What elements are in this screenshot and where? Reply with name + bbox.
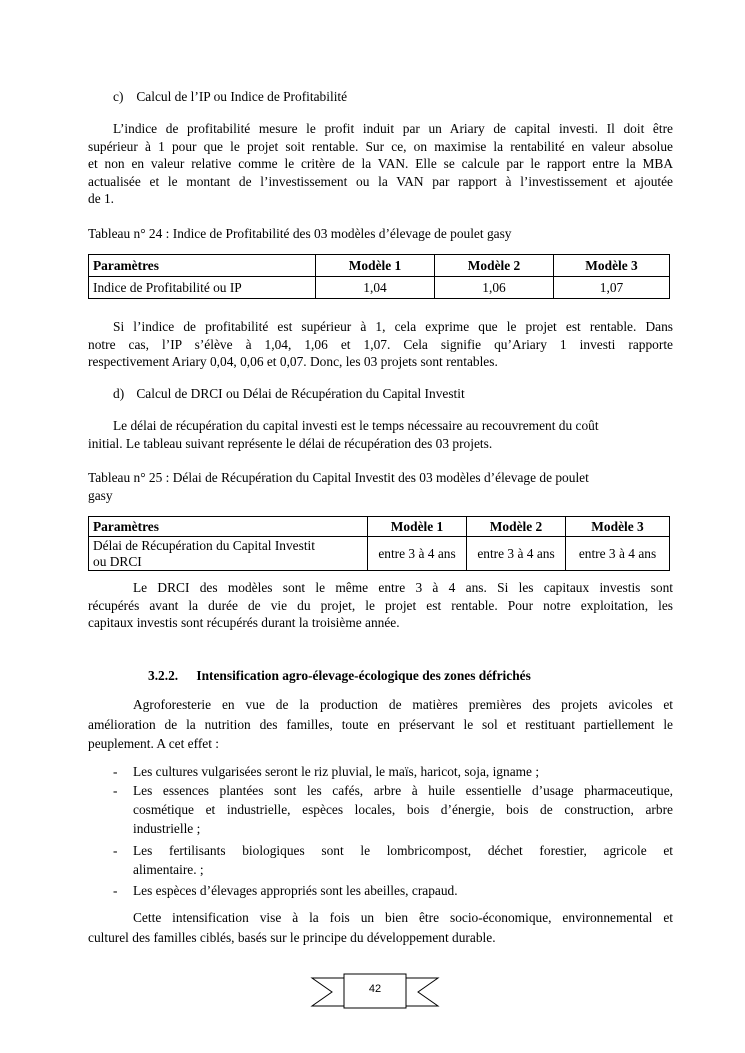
table-header: Modèle 1: [316, 255, 435, 277]
table-cell-label: [89, 537, 368, 571]
text-line: Cette intensification vise à la fois un bien être socio-économique, environnemental et: [133, 910, 673, 925]
table-cell: 1,06: [435, 277, 554, 299]
list-item: [88, 881, 673, 900]
text-line: respectivement Ariary 0,04, 0,06 et 0,07. Donc, les 03 projets sont rentables.: [88, 354, 498, 370]
table-cell: entre 3 à 4 ans: [467, 537, 566, 571]
text-line: industrielle ;: [133, 821, 201, 837]
section-d-title: Calcul de DRCI ou Délai de Récupération du Capital Investit: [136, 386, 465, 401]
text-line: culturel des familles ciblés, basés sur le principe du développement durable.: [88, 930, 496, 945]
table-cell: entre 3 à 4 ans: [566, 537, 670, 571]
page-number: 42: [368, 983, 382, 995]
table-header: Paramètres: [89, 517, 368, 537]
section-d-after-paragraph: [88, 579, 673, 632]
text-line: Les essences plantées sont les cafés, arbre à huile essentielle d’usage pharmaceutique,: [133, 783, 673, 798]
bullet-dash: -: [113, 843, 118, 858]
table-header: Modèle 1: [368, 517, 467, 537]
text-line: amélioration de la nutrition des familles, toute en préservant le sol et restituant partiellement le: [88, 716, 673, 732]
table-header: Modèle 2: [435, 255, 554, 277]
text-line: ou DRCI: [93, 553, 142, 569]
section-d-paragraph: [88, 417, 673, 452]
section-322-closing: [88, 908, 673, 948]
text-line: Le délai de récupération du capital investi est le temps nécessaire au recouvrement du coût: [113, 418, 599, 433]
section-c-title: Calcul de l’IP ou Indice de Profitabilité: [136, 89, 348, 104]
text-line: Le DRCI des modèles sont le même entre 3 à 4 ans. Si les capitaux investis sont: [133, 580, 673, 595]
table-25-caption: [88, 469, 673, 504]
text-line: de 1.: [88, 191, 115, 207]
section-c-paragraph: [88, 120, 673, 208]
section-322-heading: [148, 668, 531, 684]
text-line: Tableau n° 25 : Délai de Récupération du Capital Investit des 03 modèles d’élevage de poulet: [88, 470, 589, 485]
text-line: Les espèces d’élevages appropriés sont les abeilles, crapaud.: [133, 883, 458, 898]
text-line: initial. Le tableau suivant représente le délai de récupération des 03 projets.: [88, 435, 493, 451]
section-title: Intensification agro-élevage-écologique des zones défrichés: [196, 668, 531, 683]
text-line: actualisée et le montant de l’investissement ou la VAN par rapport à l’investissement et ajoutée: [88, 173, 673, 189]
list-item: [88, 781, 673, 839]
text-line: Délai de Récupération du Capital Investit: [93, 537, 315, 553]
table-header: Modèle 3: [566, 517, 670, 537]
section-d-heading: [113, 386, 465, 402]
section-c-heading: [113, 89, 347, 105]
text-line: récupérés avant la durée de vie du projet, le projet est rentable. Pour notre exploitation, les: [88, 597, 673, 613]
list-item: [88, 762, 673, 781]
text-line: Agroforesterie en vue de la production de matières premières des projets avicoles et: [133, 697, 673, 712]
table-24: [88, 254, 670, 299]
table-25: [88, 516, 670, 571]
table-cell: entre 3 à 4 ans: [368, 537, 467, 571]
section-c-after-paragraph: [88, 318, 673, 371]
section-d-letter: d): [113, 386, 125, 401]
table-cell: 1,04: [316, 277, 435, 299]
table-header: Paramètres: [89, 255, 316, 277]
table-24-caption: Tableau n° 24 : Indice de Profitabilité des 03 modèles d’élevage de poulet gasy: [88, 226, 512, 241]
text-line: alimentaire. ;: [133, 862, 204, 878]
text-line: peuplement. A cet effet :: [88, 736, 220, 751]
text-line: gasy: [88, 487, 113, 503]
text-line: Les fertilisants biologiques sont le lombricompost, déchet forestier, agricole et: [133, 843, 673, 858]
bullet-dash: -: [113, 764, 118, 779]
text-line: supérieur à 1 pour que le projet soit rentable. Sur ce, on maximise la rentabilité en valeur absolue: [88, 138, 673, 154]
table-cell: 1,07: [554, 277, 670, 299]
table-cell: Indice de Profitabilité ou IP: [89, 277, 316, 299]
section-number: 3.2.2.: [148, 668, 179, 683]
text-line: notre cas, l’IP s’élève à 1,04, 1,06 et 1,07. Cela signifie qu’Ariary 1 investi rapporte: [88, 336, 673, 352]
section-322-paragraph: [88, 695, 673, 754]
table-header: Modèle 2: [467, 517, 566, 537]
text-line: L’indice de profitabilité mesure le profit induit par un Ariary de capital investi. Il doit être: [113, 121, 673, 136]
list-item: [88, 841, 673, 879]
text-line: Si l’indice de profitabilité est supérieur à 1, cela exprime que le projet est rentable. Dans: [113, 319, 673, 334]
bullet-dash: -: [113, 883, 118, 898]
text-line: cosmétique et industrielle, espèces locales, bois d’énergie, bois de construction, arbre: [133, 802, 673, 818]
text-line: et non en valeur relative comme le critère de la VAN. Elle se calcule par le rapport entre la MBA: [88, 156, 673, 172]
table-header: Modèle 3: [554, 255, 670, 277]
text-line: capitaux investis sont récupérés durant la troisième année.: [88, 615, 400, 631]
section-c-letter: c): [113, 89, 124, 104]
bullet-dash: -: [113, 783, 118, 798]
text-line: Les cultures vulgarisées seront le riz pluvial, le maïs, haricot, soja, igname ;: [133, 764, 540, 779]
